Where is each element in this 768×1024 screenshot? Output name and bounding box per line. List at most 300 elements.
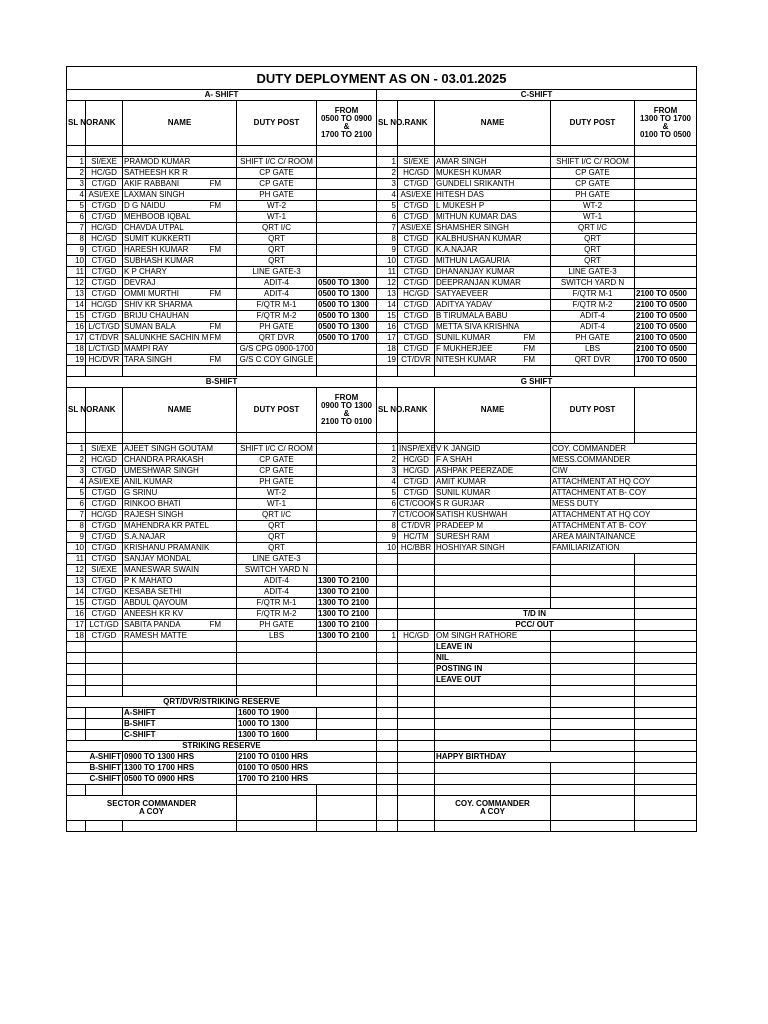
rank: CT/GD (86, 532, 123, 543)
time-slot (317, 256, 377, 267)
sl-no: 2 (67, 168, 86, 179)
time-slot (635, 212, 697, 223)
duty-post: AREA MAINTAINANCE (551, 532, 697, 543)
duty-post: ADIT-4 (237, 587, 317, 598)
empty-cell (635, 796, 697, 821)
time-slot (317, 466, 377, 477)
shift-label: A- SHIFT (67, 90, 377, 101)
duty-post: QRT I/C (237, 510, 317, 521)
empty-cell (551, 146, 635, 157)
time-slot (317, 234, 377, 245)
time-slot (635, 223, 697, 234)
empty-cell (67, 708, 86, 719)
nil-text: NIL (435, 653, 551, 664)
rank: CT/GD (398, 256, 435, 267)
empty-cell (551, 664, 635, 675)
person-name: SUBHASH KUMAR (124, 256, 194, 265)
reserve-time: 1300 TO 1600 (237, 730, 317, 741)
empty-cell (635, 653, 697, 664)
empty-cell (377, 565, 398, 576)
name-cell (123, 576, 237, 587)
name-cell: OM SINGH RATHORE (435, 631, 551, 642)
time-slot: 2100 TO 0500 (635, 322, 697, 333)
sl-no: 12 (67, 565, 86, 576)
name-cell (123, 267, 237, 278)
name-cell (123, 289, 237, 300)
duty-post: PH GATE (551, 190, 635, 201)
sl-no: 15 (67, 598, 86, 609)
empty-cell (67, 664, 86, 675)
empty-cell (435, 785, 551, 796)
empty-cell (123, 653, 237, 664)
empty-cell (551, 730, 635, 741)
empty-cell (86, 664, 123, 675)
time-slot (635, 245, 697, 256)
name-cell (435, 300, 551, 311)
rank: HC/GD (86, 510, 123, 521)
name-cell (123, 521, 237, 532)
duty-post: QRT (237, 256, 317, 267)
sl-no: 17 (377, 333, 398, 344)
rank: ASI/EXE (398, 190, 435, 201)
sl-no: 18 (377, 344, 398, 355)
rank: CT/GD (86, 278, 123, 289)
time-slot: 0500 TO 1300 (317, 289, 377, 300)
empty-cell (435, 763, 551, 774)
text-line: A COY (138, 807, 165, 816)
sl-no: 3 (377, 466, 398, 477)
empty-cell (86, 366, 123, 377)
rank: HC/GD (398, 168, 435, 179)
rank: CT/GD (86, 267, 123, 278)
empty-cell (398, 741, 435, 752)
duty-post: LBS (237, 631, 317, 642)
empty-cell (398, 686, 435, 697)
fm-tag: FM (523, 333, 535, 342)
qrt-reserve-title: QRT/DVR/STRIKING RESERVE (67, 697, 377, 708)
empty-cell (67, 821, 86, 832)
col-rank: RANK (398, 388, 435, 433)
time-slot: 1300 TO 2100 (317, 620, 377, 631)
time-slot (317, 168, 377, 179)
empty-cell (67, 146, 86, 157)
rank: CT/GD (398, 344, 435, 355)
empty-cell (398, 675, 435, 686)
time-slot (317, 190, 377, 201)
person-name: LAXMAN SINGH (124, 190, 185, 199)
reserve-shift: B-SHIFT (123, 719, 237, 730)
fm-tag: FM (523, 355, 535, 364)
empty-cell (317, 708, 377, 719)
empty-cell (317, 686, 377, 697)
empty-cell (551, 785, 635, 796)
person-name: KRISHANU PRAMANIK (124, 543, 210, 552)
leave-out-heading: LEAVE OUT (435, 675, 551, 686)
person-name: K P CHARY (124, 267, 167, 276)
empty-cell (398, 366, 435, 377)
duty-post: PH GATE (237, 322, 317, 333)
time-slot (317, 201, 377, 212)
col-rank: RANK (86, 101, 123, 146)
empty-cell (551, 686, 635, 697)
sl-no: 18 (67, 344, 86, 355)
duty-post: MESS.COMMANDER (551, 455, 697, 466)
fm-tag: FM (523, 344, 535, 353)
rank: CT/GD (86, 587, 123, 598)
duty-post: PH GATE (551, 333, 635, 344)
rank: L/CT/GD (86, 344, 123, 355)
person-name: SANJAY MONDAL (124, 554, 191, 563)
duty-post: PH GATE (237, 190, 317, 201)
empty-cell (398, 565, 435, 576)
empty-cell (67, 642, 86, 653)
sl-no: 4 (377, 190, 398, 201)
sl-no: 6 (67, 212, 86, 223)
empty-cell (317, 796, 377, 821)
empty-cell (635, 821, 697, 832)
empty-cell (635, 565, 697, 576)
empty-cell (635, 774, 697, 785)
duty-post: G/S CPG 0900-1700 (237, 344, 317, 355)
sl-no: 7 (377, 223, 398, 234)
person-name: DEEPRANJAN KUMAR (436, 278, 521, 287)
time-slot: 1300 TO 2100 (317, 598, 377, 609)
empty-cell (237, 821, 317, 832)
time-slot (317, 499, 377, 510)
person-name: ABDUL QAYOUM (124, 598, 188, 607)
person-name: MAMPI RAY (124, 344, 169, 353)
rank: LCT/GD (86, 620, 123, 631)
name-cell (123, 355, 237, 366)
duty-post: F/QTR M-1 (237, 598, 317, 609)
duty-post: F/QTR M-1 (551, 289, 635, 300)
rank: CT/GD (398, 311, 435, 322)
duty-post: CP GATE (237, 455, 317, 466)
sl-no: 3 (67, 466, 86, 477)
col-name: NAME (435, 388, 551, 433)
sl-no: 1 (67, 157, 86, 168)
empty-cell (635, 708, 697, 719)
rank: CT/GD (398, 300, 435, 311)
col-name: NAME (123, 388, 237, 433)
duty-post: QRT (237, 543, 317, 554)
person-name: AKIF RABBANI (124, 179, 180, 188)
sl-no: 7 (67, 223, 86, 234)
rank: SI/EXE (86, 157, 123, 168)
person-name: SALUNKHE SACHIN M (124, 333, 209, 342)
sl-no: 1 (67, 444, 86, 455)
rank: CT/GD (398, 322, 435, 333)
empty-cell (377, 576, 398, 587)
sl-no: 2 (67, 455, 86, 466)
sl-no: 4 (67, 477, 86, 488)
rank: SI/EXE (86, 444, 123, 455)
rank: HC/GD (398, 631, 435, 642)
rank: INSP/EXE (399, 444, 436, 453)
sl-no: 14 (67, 300, 86, 311)
name-cell (435, 256, 551, 267)
time-slot (317, 245, 377, 256)
empty-cell (635, 146, 697, 157)
rank: SI/EXE (398, 157, 435, 168)
sl-no: 1 (377, 631, 398, 642)
empty-cell (237, 146, 317, 157)
time-slot: 0500 TO 1300 (317, 311, 377, 322)
person-name: SABITA PANDA (124, 620, 181, 629)
rank: CT/GD (86, 554, 123, 565)
time-slot: 1300 TO 2100 (317, 609, 377, 620)
empty-cell (317, 719, 377, 730)
empty-cell (86, 821, 123, 832)
empty-cell (123, 821, 237, 832)
name-cell (435, 223, 551, 234)
empty-cell (86, 785, 123, 796)
sl-no: 4 (377, 477, 398, 488)
name-cell (435, 234, 551, 245)
fm-tag: FM (209, 620, 221, 629)
person-name: RAMESH MATTE (124, 631, 187, 640)
empty-cell (86, 146, 123, 157)
rank: CT/GD (86, 179, 123, 190)
rank: HC/GD (86, 168, 123, 179)
time-slot (635, 201, 697, 212)
empty-cell (635, 763, 697, 774)
rank: CT/GD (86, 311, 123, 322)
col-duty-post: DUTY POST (237, 388, 317, 433)
empty-cell (86, 675, 123, 686)
duty-post: G/S C COY GINGLE (237, 355, 317, 366)
reserve-time: 0500 TO 0900 HRS (123, 774, 237, 785)
name-cell (123, 532, 237, 543)
duty-post: QRT (237, 234, 317, 245)
duty-post: WT-1 (551, 212, 635, 223)
rank: CT/GD (86, 499, 123, 510)
time-slot: 2100 TO 0500 (635, 333, 697, 344)
empty-cell (377, 609, 398, 620)
empty-cell (377, 796, 398, 821)
sl-no: 15 (377, 311, 398, 322)
empty-cell (635, 620, 697, 631)
fm-tag: FM (209, 245, 221, 254)
duty-post: F/QTR M-2 (551, 300, 635, 311)
name-cell (123, 212, 237, 223)
time-slot: 0500 TO 1300 (317, 322, 377, 333)
person-name: SHIV KR SHARMA (124, 300, 193, 309)
empty-cell (551, 554, 635, 565)
sl-no: 8 (67, 234, 86, 245)
name-cell: V K JANGID (435, 444, 551, 455)
name-cell (123, 510, 237, 521)
page-title: DUTY DEPLOYMENT AS ON - 03.01.2025 (67, 67, 697, 90)
sl-no: 16 (67, 322, 86, 333)
empty-cell (551, 587, 635, 598)
col-duty-post: DUTY POST (551, 388, 635, 433)
rank: CT/GD (86, 201, 123, 212)
text-line: COY. COMMANDER (455, 799, 530, 808)
person-name: SUMIT KUKKERTI (124, 234, 191, 243)
duty-post: ADIT-4 (237, 289, 317, 300)
duty-post: COY. COMMANDER (551, 444, 697, 455)
empty-cell (67, 730, 86, 741)
col-sl: SL NO. (67, 388, 86, 433)
empty-cell (398, 752, 435, 763)
empty-cell (398, 653, 435, 664)
rank: CT/GD (398, 488, 435, 499)
person-name: HITESH DAS (436, 190, 485, 199)
person-name: ADITYA YADAV (436, 300, 492, 309)
text-line: 1300 TO 1700 (639, 114, 691, 123)
sl-no: 16 (377, 322, 398, 333)
duty-post: ATTACHMENT AT HQ COY (551, 510, 697, 521)
empty-cell (67, 366, 86, 377)
duty-post: WT-2 (237, 201, 317, 212)
empty-cell (317, 642, 377, 653)
time-slot (635, 157, 697, 168)
name-cell (435, 267, 551, 278)
person-name: P K MAHATO (124, 576, 173, 585)
name-cell (123, 168, 237, 179)
person-name: METTA SIVA KRISHNA (436, 322, 520, 331)
time-slot (635, 256, 697, 267)
time-slot: 0500 TO 1300 (317, 300, 377, 311)
empty-cell (551, 708, 635, 719)
col-from-time (317, 101, 377, 146)
name-cell (123, 477, 237, 488)
empty-cell (551, 796, 635, 821)
empty-cell (317, 821, 377, 832)
duty-post: SHIFT I/C C/ ROOM (551, 157, 635, 168)
person-name: MITHUN KUMAR DAS (436, 212, 517, 221)
empty-cell (377, 642, 398, 653)
name-cell (123, 201, 237, 212)
fm-tag: FM (209, 289, 221, 298)
name-cell (123, 466, 237, 477)
rank: HC/GD (86, 234, 123, 245)
empty-cell (551, 741, 635, 752)
empty-cell (123, 146, 237, 157)
person-name: D G NAIDU (124, 201, 166, 210)
name-cell (123, 543, 237, 554)
duty-post: QRT I/C (237, 223, 317, 234)
time-slot: 1700 TO 0500 (635, 355, 697, 366)
col-duty-post: DUTY POST (237, 101, 317, 146)
empty-cell (551, 631, 635, 642)
empty-cell (377, 598, 398, 609)
time-slot (317, 267, 377, 278)
sl-no: 3 (377, 179, 398, 190)
duty-post: ATTACHMENT AT B- COY (551, 521, 697, 532)
person-name: L MUKESH P (436, 201, 485, 210)
name-cell (435, 212, 551, 223)
sl-no: 9 (377, 532, 398, 543)
leave-in-heading: LEAVE IN (435, 642, 551, 653)
empty-cell (398, 576, 435, 587)
empty-cell (377, 664, 398, 675)
empty-cell (377, 146, 398, 157)
col-duty-post: DUTY POST (551, 101, 635, 146)
sl-no: 1 (377, 157, 398, 168)
rank: CT/GD (398, 245, 435, 256)
empty-cell (635, 785, 697, 796)
empty-cell (635, 366, 697, 377)
time-slot: 2100 TO 0500 (635, 344, 697, 355)
rank: CT/GD (86, 521, 123, 532)
empty-cell (551, 366, 635, 377)
empty-cell (551, 565, 635, 576)
empty-cell (123, 785, 237, 796)
rank: ASI/EXE (86, 477, 123, 488)
empty-cell (435, 774, 551, 785)
person-name: ANIL KUMAR (124, 477, 173, 486)
empty-cell (398, 642, 435, 653)
col-sl: SL NO. (67, 101, 86, 146)
sl-no: 10 (377, 543, 398, 554)
rank: HC/TM (398, 532, 435, 543)
rank: CT/GD (398, 201, 435, 212)
duty-post: WT-1 (237, 212, 317, 223)
empty-cell (435, 719, 551, 730)
person-name: S.A.NAJAR (124, 532, 166, 541)
rank: CT/GD (86, 598, 123, 609)
name-cell (123, 499, 237, 510)
person-name: RINKOO BHATI (124, 499, 181, 508)
time-slot (317, 157, 377, 168)
person-name: BRIJU CHAUHAN (124, 311, 189, 320)
sl-no: 5 (377, 488, 398, 499)
name-cell (123, 179, 237, 190)
person-name: B TIRUMALA BABU (436, 311, 508, 320)
empty-cell (398, 763, 435, 774)
person-name: DHANANJAY KUMAR (436, 267, 515, 276)
empty-cell (377, 708, 398, 719)
empty-cell (377, 741, 398, 752)
shift-label: B-SHIFT (67, 377, 377, 388)
duty-post: SWITCH YARD N (237, 565, 317, 576)
time-slot: 1300 TO 2100 (317, 631, 377, 642)
sl-no: 9 (67, 245, 86, 256)
rank: CT/GD (398, 333, 435, 344)
duty-post: QRT (237, 245, 317, 256)
sl-no: 15 (67, 311, 86, 322)
time-slot (317, 565, 377, 576)
empty-cell (123, 675, 237, 686)
rank: CT/GD (86, 466, 123, 477)
empty-cell (635, 554, 697, 565)
name-cell (435, 278, 551, 289)
empty-cell (551, 821, 635, 832)
empty-cell (317, 730, 377, 741)
time-slot (635, 234, 697, 245)
name-cell (123, 256, 237, 267)
rank: CT/GD (86, 289, 123, 300)
fm-tag: FM (209, 201, 221, 210)
happy-birthday-heading: HAPPY BIRTHDAY (435, 752, 635, 763)
time-slot: 2100 TO 0500 (635, 311, 697, 322)
empty-cell (317, 433, 377, 444)
rank: HC/GD (86, 300, 123, 311)
duty-post: LINE GATE-3 (551, 267, 635, 278)
name-cell (123, 245, 237, 256)
col-sl: SL NO. (377, 388, 398, 433)
person-name: SHAMSHER SINGH (436, 223, 509, 232)
sl-no: 5 (67, 201, 86, 212)
empty-cell (551, 763, 635, 774)
empty-cell (377, 730, 398, 741)
duty-post: ATTACHMENT AT B- COY (551, 488, 697, 499)
sl-no: 2 (377, 168, 398, 179)
person-name: MITHUN LAGAURIA (436, 256, 510, 265)
duty-post: PH GATE (237, 477, 317, 488)
